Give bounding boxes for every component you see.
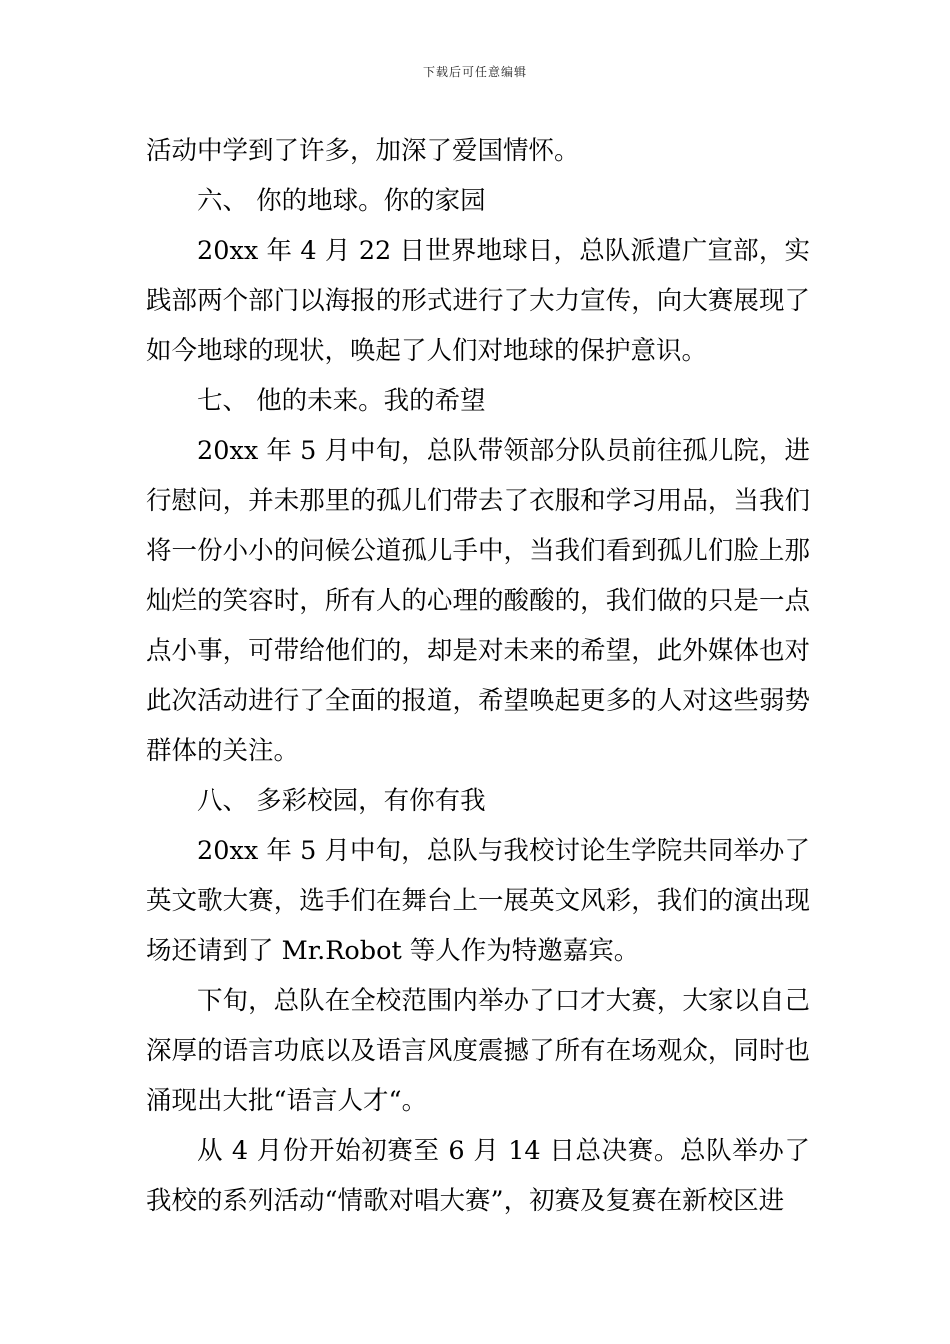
paragraph: 从 4 月份开始初赛至 6 月 14 日总决赛。总队举办了我校的系列活动“情歌对唱大赛”，初赛及复赛在新校区进 [146,1136,810,1216]
page-header-note: 下载后可任意编辑 [422,65,527,79]
document-body [146,126,810,1226]
paragraph: 20xx 年 5 月中旬，总队带领部分队员前往孤儿院，进行慰问，并未那里的孤儿们带去了衣服和学习用品，当我们将一份小小的问候公道孤儿手中，当我们看到孤儿们脸上那灿烂的笑容时，所有人的心理的酸酸的，我们做的只是一点点小事，可带给他们的，却是对未来的希望，此外媒体也对此次活动进行了全面的报道，希望唤起更多的人对这些弱势群体的关注。 [146,436,810,766]
paragraph: 20xx 年 4 月 22 日世界地球日，总队派遣广宣部，实践部两个部门以海报的形式进行了大力宣传，向大赛展现了如今地球的现状，唤起了人们对地球的保护意识。 [146,236,810,366]
section-heading: 六、 你的地球。你的家园 [197,186,486,216]
paragraph: 20xx 年 5 月中旬，总队与我校讨论生学院共同举办了英文歌大赛，选手们在舞台上一展英文风彩，我们的演出现场还请到了 Mr.Robot 等人作为特邀嘉宾。 [146,836,810,966]
paragraph: 下旬，总队在全校范围内举办了口才大赛，大家以自己深厚的语言功底以及语言风度震撼了所有在场观众，同时也涌现出大批“语言人才“。 [146,986,810,1116]
paragraph: 活动中学到了许多，加深了爱国情怀。 [146,136,580,166]
section-heading: 八、 多彩校园，有你有我 [197,786,486,816]
section-heading: 七、 他的未来。我的希望 [197,386,486,416]
